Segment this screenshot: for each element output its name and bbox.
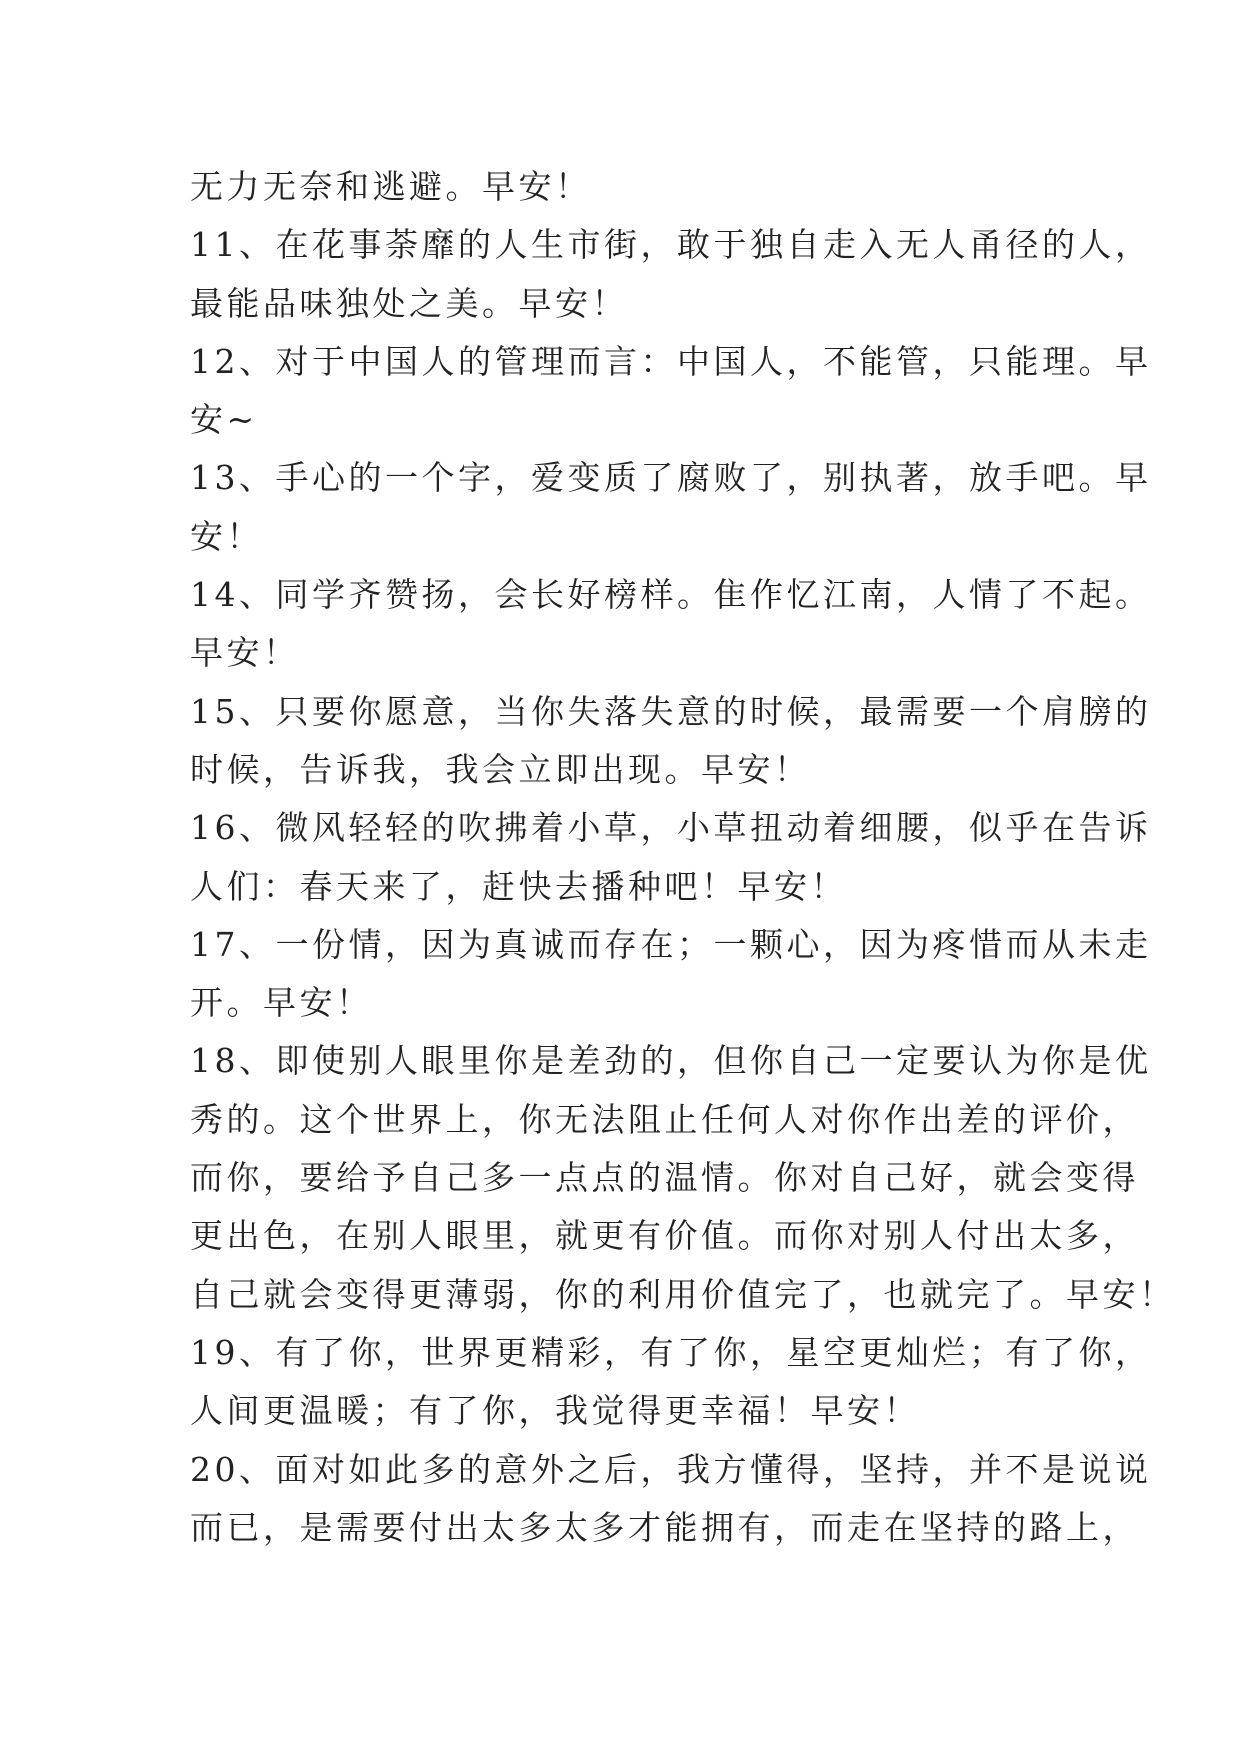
text-line: 11、在花事荼靡的人生市街，敢于独自走入无人甬径的人， <box>190 225 1152 265</box>
text-line: 时候，告诉我，我会立即出现。早安！ <box>190 749 811 789</box>
text-line: 15、只要你愿意，当你失落失意的时候，最需要一个肩膀的 <box>190 691 1152 731</box>
text-line: 20、面对如此多的意外之后，我方懂得，坚持，并不是说说 <box>190 1449 1152 1489</box>
text-line: 人间更温暖；有了你，我觉得更幸福！早安！ <box>190 1391 920 1431</box>
text-line: 更出色，在别人眼里，就更有价值。而你对别人付出太多， <box>190 1216 1139 1256</box>
text-line: 开。早安！ <box>190 983 373 1023</box>
document-body <box>190 158 1176 1557</box>
text-line: 17、一份情，因为真诚而存在；一颗心，因为疼惜而从未走 <box>190 924 1152 964</box>
text-line: 安！ <box>190 516 263 556</box>
text-line: 无力无奈和逃避。早安！ <box>190 167 592 206</box>
text-line: 18、即使别人眼里你是差劲的，但你自己一定要认为你是优 <box>190 1041 1152 1081</box>
text-line: 安~ <box>190 400 258 440</box>
text-line: 而已，是需要付出太多太多才能拥有，而走在坚持的路上， <box>190 1507 1139 1547</box>
text-line: 人们：春天来了，赶快去播种吧！早安！ <box>190 866 847 906</box>
text-line: 而你，要给予自己多一点点的温情。你对自己好，就会变得 <box>190 1158 1139 1198</box>
text-line: 自己就会变得更薄弱，你的利用价值完了，也就完了。早安！ <box>190 1274 1176 1314</box>
text-line: 14、同学齐赞扬，会长好榜样。隹作忆江南，人情了不起。 <box>190 575 1152 615</box>
text-line: 12、对于中国人的管理而言：中国人，不能管，只能理。早 <box>190 341 1152 381</box>
text-line: 早安！ <box>190 633 300 673</box>
text-line: 16、微风轻轻的吹拂着小草，小草扭动着细腰，似乎在告诉 <box>190 808 1152 848</box>
text-line: 秀的。这个世界上，你无法阻止任何人对你作出差的评价， <box>190 1099 1139 1139</box>
text-line: 19、有了你，世界更精彩，有了你，星空更灿烂；有了你， <box>190 1332 1152 1372</box>
text-line: 13、手心的一个字，爱变质了腐败了，别执著，放手吧。早 <box>190 458 1152 498</box>
text-line: 最能品味独处之美。早安！ <box>190 283 628 323</box>
